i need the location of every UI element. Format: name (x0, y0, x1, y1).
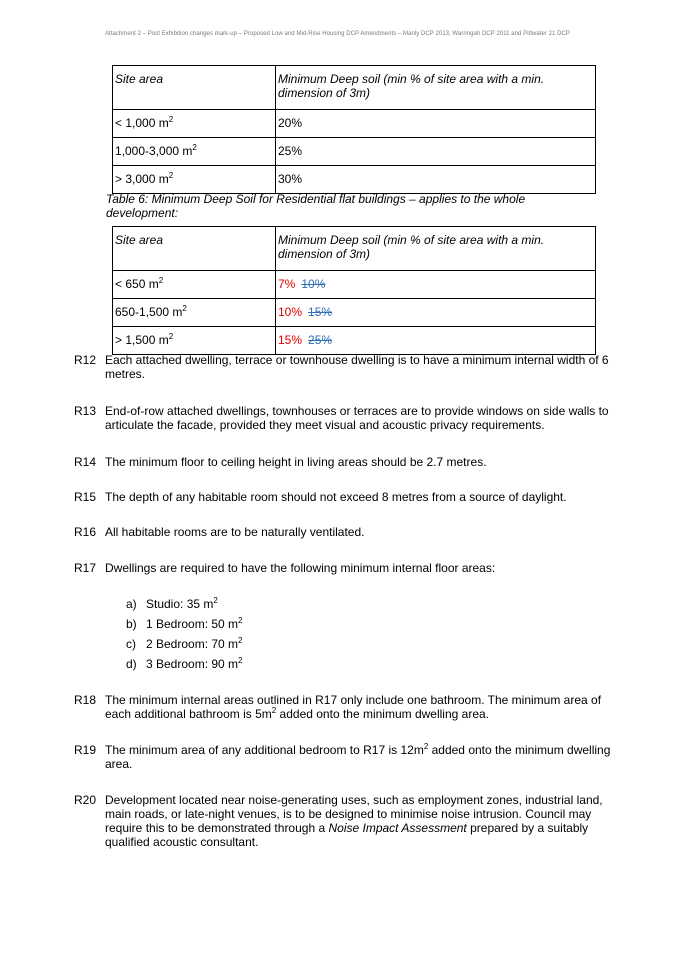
column-header-min-deep-soil: Minimum Deep soil (min % of site area with a min. dimension of 3m) (276, 227, 596, 271)
list-text: 3 Bedroom: 90 $m^2$ (146, 656, 243, 671)
rule-text: The minimum area of any additional bedroom to R17 is $12m^2$ added onto the minimum dwelling area. (105, 742, 611, 771)
rule-text: End-of-row attached dwellings, townhouses or terraces are to provide windows on side walls to articulate the facade, provided they meet visual and acoustic privacy requirements. (105, 404, 609, 432)
deleted-value: 10% (301, 277, 326, 291)
rule-r12 (74, 353, 614, 381)
rule-number: R14 (74, 455, 97, 469)
site-area-cell: 1,000-3,000 $m^2$ (113, 138, 276, 166)
rule-r18 (74, 693, 614, 721)
column-header-site-area: Site area (113, 66, 276, 110)
deep-soil-cell (276, 271, 596, 299)
rule-text: Each attached dwelling, terrace or townhouse dwelling is to have a minimum internal width of 6 metres. (105, 353, 609, 381)
rule-number: R16 (74, 525, 97, 539)
deleted-value: 25% (308, 333, 333, 347)
rule-text: The depth of any habitable room should not exceed 8 metres from a source of daylight. (105, 490, 567, 504)
rule-r19 (74, 743, 614, 771)
new-value: 10% (278, 305, 303, 319)
emphasised-term: Noise Impact Assessment (328, 821, 467, 835)
table-header-row (113, 227, 596, 271)
deep-soil-table-2 (112, 226, 596, 355)
rule-r16 (74, 525, 614, 539)
table-row (113, 138, 596, 166)
site-area-cell: < 650 $m^2$ (113, 271, 276, 299)
rule-text: The minimum floor to ceiling height in living areas should be 2.7 metres. (105, 455, 487, 469)
rule-text: Development located near noise-generating uses, such as employment zones, industrial land, main roads, or late-night venues, is to be designed to minimise noise intrusion. Council may require this to be demonstrated through a Noise Impact Assessment prepared by a suitably qualified acoustic consultant. (105, 793, 603, 849)
site-area-cell: > 3,000 $m^2$ (113, 166, 276, 194)
rule-text: The minimum internal areas outlined in R17 only include one bathroom. The minimum area of each additional bathroom is $5m^2$ added onto the minimum dwelling area. (105, 693, 602, 721)
list-text: 1 Bedroom: 50 $m^2$ (146, 616, 243, 631)
table-row (113, 166, 596, 194)
rule-r15 (74, 490, 614, 504)
table-6-caption: Table 6: Minimum Deep Soil for Residential flat buildings – applies to the whole development: (106, 192, 526, 220)
table-row (113, 299, 596, 327)
table-row (113, 110, 596, 138)
rule-r14 (74, 455, 614, 469)
list-marker: a) (126, 597, 137, 611)
list-marker: c) (126, 637, 136, 651)
deleted-value: 15% (308, 305, 333, 319)
list-marker: d) (126, 657, 137, 671)
rule-number: R17 (74, 561, 97, 575)
table-row (113, 271, 596, 299)
list-text: 2 Bedroom: 70 $m^2$ (146, 636, 243, 651)
rule-number: R18 (74, 693, 97, 707)
new-value: 7% (278, 277, 296, 291)
table-row (113, 327, 596, 355)
list-marker: b) (126, 617, 137, 631)
column-header-min-deep-soil: Minimum Deep soil (min % of site area with a min. dimension of 3m) (276, 66, 596, 110)
site-area-cell: > 1,500 $m^2$ (113, 327, 276, 355)
deep-soil-table-1 (112, 65, 596, 194)
deep-soil-cell: 20% (276, 110, 596, 138)
rule-text: Dwellings are required to have the following minimum internal floor areas: (105, 561, 496, 575)
rule-r13 (74, 404, 614, 432)
rule-text: All habitable rooms are to be naturally ventilated. (105, 525, 365, 539)
rule-number: R12 (74, 353, 97, 367)
deep-soil-cell: 30% (276, 166, 596, 194)
site-area-cell: 650-1,500 $m^2$ (113, 299, 276, 327)
new-value: 15% (278, 333, 303, 347)
rule-r17 (74, 561, 614, 575)
deep-soil-cell (276, 327, 596, 355)
rule-number: R19 (74, 743, 97, 757)
column-header-site-area: Site area (113, 227, 276, 271)
rule-number: R20 (74, 793, 97, 807)
list-text: Studio: 35 $m^2$ (146, 596, 218, 611)
page-header: Attachment 2 – Post Exhibition changes mark-up – Proposed Low and Mid-Rise Housing DCP Amendments – Manly DCP 2013, Warringah DCP 2011 and Pittwater 21 DCP (105, 31, 570, 37)
site-area-cell: < 1,000 $m^2$ (113, 110, 276, 138)
rule-number: R15 (74, 490, 97, 504)
rule-r20 (74, 793, 614, 849)
rule-number: R13 (74, 404, 97, 418)
table-header-row (113, 66, 596, 110)
deep-soil-cell: 25% (276, 138, 596, 166)
deep-soil-cell (276, 299, 596, 327)
